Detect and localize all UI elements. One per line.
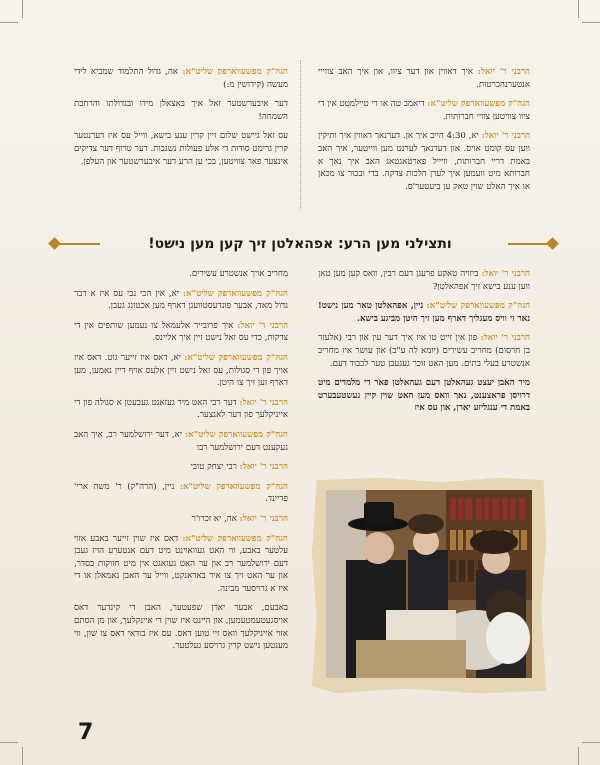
- headline-ornament-right: [508, 243, 548, 245]
- speaker-label: הגה"ק מפשעווארפק שליט"א:: [179, 481, 288, 492]
- speaker-label: הגה"ק מפשעווארפק שליט"א:: [182, 533, 288, 544]
- speaker-label: הרבני ר' יואל:: [480, 333, 531, 344]
- speaker-label: הגה"ק מפשעווארפק שליט"א:: [426, 301, 530, 312]
- headline-ornament-left: [58, 243, 100, 245]
- paragraph: [74, 66, 288, 91]
- paragraph-text: באבעם, אבער יארן שפעטער, האבן די קינדער דאס אויסגעטעמטעמען, און היינט איז שוין די איינקלעך, און מן הסתם אזוי אייניקלעך וואס זיי טוען דאס. עס איז בודאי דאס צו שון, ווי מענטען נישט קרין גרויסע געלטער.: [74, 603, 288, 652]
- bottom-right-column: [318, 268, 530, 422]
- speaker-label: הרבני ר' יואל:: [239, 513, 288, 524]
- paragraph-text: יא, 4:30 הייב איך אן. דערנאך דאווין איך ותיקין ווען עס קומט אויס. און דערנאך לערנט מען ווייטער, איך האב באמת דריי חברותות, וויייל פארטאגטאג האב איך נאך א חברותא מיט וועמען איך לערן הלכות צדקה. בדי ובכור צו מכאן או איך האלט שוין טאק ען ביעטער'ס.: [318, 131, 530, 192]
- speaker-label: הרבני ר' יואל:: [481, 131, 531, 142]
- paragraph: [74, 98, 288, 123]
- photo-frame: [312, 478, 546, 693]
- paragraph: [74, 533, 288, 596]
- paragraph-text: אה, יא זכרו'ר: [191, 513, 237, 524]
- paragraph-text: יא, דער ירושלמער רב, איך האב געקענט דעם ירושלמער רבו: [74, 429, 288, 453]
- speaker-label: הגה"ק מפשעווארפק שליט"א:: [184, 429, 288, 440]
- paragraph-text: ניין, (הרה"ק) ר' משה ארי' פריינד.: [74, 481, 288, 505]
- speaker-label: הרבני ר' יואל:: [237, 320, 289, 331]
- ornament-dot: [546, 237, 559, 250]
- top-right-column: [318, 66, 530, 200]
- paragraph: [318, 98, 530, 123]
- paragraph-text: איך דאווין און דער ציוו, און איך האב צווייי אנטערנהכרטות.: [318, 67, 530, 90]
- column-divider: [300, 60, 301, 210]
- paragraph-text: דער איבערשטער זאל איך באצאלן מידו ובגדולתו והרחבת השמחה!: [74, 99, 288, 122]
- crop-mark: [578, 0, 579, 18]
- crop-mark: [0, 742, 18, 743]
- paragraph-text: עס זאל גיישט שלום זיין קרין ענע בישא, ווייל עס איז דערנטער קרין גרימט סודות די אלע פעולות נשגבות. דער טרוף דער צדיקים אינצער פאר צוויטען, בכי ען הרע דער איבערשטער און העלפן.: [74, 131, 288, 167]
- crop-mark: [22, 0, 23, 18]
- speaker-label: הרבני ר' יואל:: [239, 397, 288, 408]
- paragraph-text: דיאמב טה או די טיילמטט אין די ציוו צוויטען צוויי חברותות.: [318, 99, 530, 122]
- speaker-label: הגה"ק מפשעווארפק שליט"א:: [182, 67, 288, 77]
- paragraph: [318, 300, 530, 325]
- paragraph-text: ביזויה טאקע פרעגן דעם רבין, וואס קען מען טאן ווען ענע בישא זיך אפהאלטן?: [318, 269, 530, 292]
- top-left-column: [74, 66, 288, 175]
- paragraph-text: איך פרובייר אלעמאל צו נעמען שותפים אין די צדקות, כדי עס זאל נישט זיין איך אליינס.: [74, 320, 288, 344]
- paragraph-text: ניין, אפהאלטן טאר מען נישט! נאר זי וויס מעגליך דארף מען זיך היטן מביגע בישא.: [318, 301, 530, 324]
- crop-mark: [22, 747, 23, 765]
- section-headline: ותצילני מען הרע: אפהאלטן זיך קען מען נישט!: [148, 236, 452, 252]
- paragraph: [74, 429, 288, 454]
- paragraph-text: אה, גדול התלמוד שמביא לידי מעשה (קידושין מ:): [74, 67, 288, 90]
- paragraph: [74, 288, 288, 313]
- paragraph: [318, 66, 530, 91]
- paragraph: [74, 320, 288, 345]
- photo: [326, 490, 532, 678]
- paragraph: [74, 602, 288, 652]
- crop-mark: [578, 747, 579, 765]
- paragraph: [318, 268, 530, 293]
- paragraph: [318, 130, 530, 193]
- paragraph: [74, 352, 288, 390]
- paragraph: [74, 397, 288, 422]
- speaker-label: הגה"ק מפשעווארפק שליט"א:: [182, 288, 288, 299]
- paragraph: [74, 268, 288, 281]
- paragraph-text: דער רבי האט מיר געזאגט געבעטן א סגולה פון די אייניקלעך פון דער לאנצער.: [74, 397, 288, 421]
- crop-mark: [0, 22, 18, 23]
- paragraph: [74, 513, 288, 526]
- speaker-label: הגה"ק מפשעווארפק שליט"א:: [184, 352, 288, 363]
- paragraph: [318, 332, 530, 370]
- crop-mark: [582, 22, 600, 23]
- photo-illustration: [326, 490, 532, 678]
- bottom-left-column: [74, 268, 288, 660]
- speaker-label: הגה"ק מפשעווארפק שליט"א:: [427, 99, 530, 110]
- paragraph: [74, 481, 288, 506]
- speaker-label: הרבני ר' יואל:: [239, 462, 288, 473]
- paragraph-text: פון אין זייט טו איז איך דער עין און רבי (אלעזר בן חרסום) מחריב עשירים (יומא לה ע"ב) און עושר איז מחריב אנשטרע בעלי בתים. מען האט זוכר געגעבן טער לכבוד דעם.: [318, 333, 530, 369]
- paragraph-text: רבי יצחק טובי: [190, 462, 237, 473]
- paragraph-text: יא, אין הכי נבי עס איז א דבר גדול מאד, אבער פונדעסטוועגן דארף מען אכטונג געבן.: [74, 288, 288, 312]
- paragraph: [74, 461, 288, 474]
- paragraph: [318, 377, 530, 415]
- paragraph-text: דאס איז שוין זייער באבע אזוי עלטער באבע, ווי האט געוואוינט מיט דעם אנטערע הויז געבן דעם ירושלמער רב און ער האט געזאגט אין מיט חזוקות בסדר, און ער האט זיך צו איר באדאנקט, ווייל ער האבן נאמאלן או די איז א גרויסער מבינה.: [74, 533, 288, 594]
- paragraph-text: מחריב אויך אנשטרע עשירים.: [189, 269, 288, 279]
- paragraph-text: יא, דאס איז זייער גוט. דאס איז אויך פון די סגולות, עס זאל נישט זיין אלעס אויף דיין נאמען, מען דארף זען זיך צו היטן.: [74, 352, 288, 389]
- speaker-label: הרבני ר' יואל:: [477, 67, 531, 77]
- page-number: 7: [78, 720, 94, 745]
- speaker-label: הרבני ר' יואל:: [481, 269, 530, 279]
- ornament-dot: [48, 237, 61, 250]
- paragraph-text: מיר האבן יעצט געהאלטן דעם געהאלטן פאר די מלמדים מיט דרויסן פראצענט, נאך וואס מען האט שוין קיין געשטעבערט באמת די ענגליזע יארן, און עס איז: [318, 378, 530, 414]
- paragraph: [74, 130, 288, 168]
- crop-mark: [582, 742, 600, 743]
